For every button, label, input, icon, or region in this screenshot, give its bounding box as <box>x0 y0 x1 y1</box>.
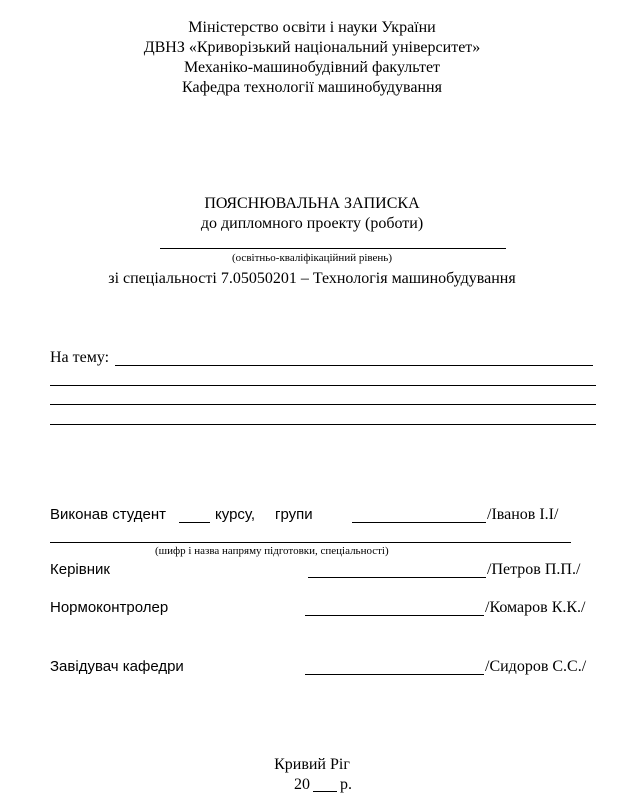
supervisor-label: Керівник <box>50 561 110 578</box>
course-label: курсу, <box>215 506 256 523</box>
student-name: /Іванов І.І/ <box>487 506 559 523</box>
specialty-code-caption: (шифр і назва напряму підготовки, спеціальності) <box>155 545 389 557</box>
group-label: групи <box>275 506 313 523</box>
document-title: ПОЯСНЮВАЛЬНА ЗАПИСКА <box>204 195 420 212</box>
specialty-line: зі спеціальності 7.05050201 – Технологія машинобудування <box>108 270 516 287</box>
course-blank <box>179 522 210 523</box>
supervisor-name: /Петров П.П./ <box>487 561 581 578</box>
year-suffix: р. <box>340 776 352 793</box>
qualification-level-underline <box>160 248 506 249</box>
head-signature-line <box>305 674 484 675</box>
topic-label: На тему: <box>50 349 110 366</box>
specialty-code-underline <box>50 542 571 543</box>
student-label: Виконав студент <box>50 506 167 523</box>
document-subtitle: до дипломного проекту (роботи) <box>200 215 424 232</box>
department-line: Кафедра технології машинобудування <box>182 79 442 96</box>
city-line: Кривий Ріг <box>274 756 350 773</box>
qualification-level-caption: (освітньо-кваліфікаційний рівень) <box>232 252 392 264</box>
topic-underline-3 <box>50 404 596 405</box>
normcontrol-signature-line <box>305 615 484 616</box>
ministry-line: Міністерство освіти і науки України <box>188 19 436 36</box>
supervisor-signature-line <box>308 577 486 578</box>
head-name: /Сидоров С.С./ <box>485 658 587 675</box>
university-line: ДВНЗ «Криворізький національний університет» <box>143 39 481 56</box>
student-signature-line <box>352 522 486 523</box>
year-prefix: 20 <box>294 776 310 793</box>
normcontrol-name: /Комаров К.К./ <box>485 599 586 616</box>
head-label: Завідувач кафедри <box>50 658 184 675</box>
year-blank <box>313 791 337 792</box>
normcontrol-label: Нормоконтролер <box>50 599 169 616</box>
topic-underline-4 <box>50 424 596 425</box>
faculty-line: Механіко-машинобудівний факультет <box>183 59 441 76</box>
topic-underline-2 <box>50 385 596 386</box>
topic-underline-1 <box>115 365 593 366</box>
